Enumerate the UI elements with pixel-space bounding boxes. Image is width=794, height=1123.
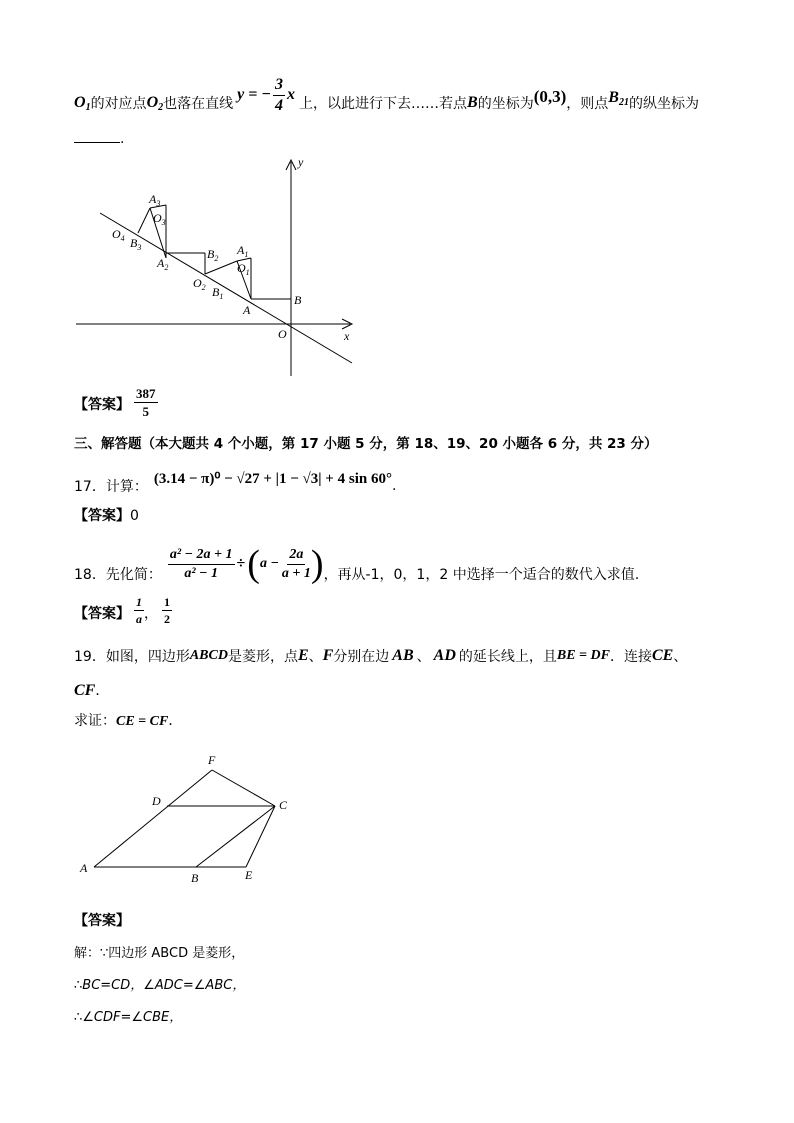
answer-18 [74,594,172,626]
answer-19-label: 【答案】 [74,913,130,929]
answer-17 [74,505,139,525]
text: 的延长线上，且 [458,649,557,665]
label-o1: $O_1$ [237,261,250,277]
answer-fraction-b: $\frac{1}{2}$ [164,595,170,626]
label-d: D [152,794,161,808]
point-e: E [297,647,309,664]
text: 求证： [74,713,116,729]
text: . [120,131,125,147]
segment-fc [212,770,275,806]
answer-label: 【答案】 [74,606,130,622]
text: 是菱形，点 [227,649,298,665]
line-equation: y = − $\frac{3}{4}$ x [237,75,296,114]
point-f: F [322,647,334,664]
segment-ab: AB [392,647,414,664]
label-b3: $B_3$ [130,236,142,252]
divide-sign: ÷ [236,555,246,572]
point-o2: $O_2$ [146,93,164,113]
text: 、 [673,649,688,665]
solution-line-2: ∴BC=CD，∠ADC=∠ABC， [74,978,246,993]
text: 19．如图，四边形 [74,649,190,665]
figure-rhombus [76,748,296,884]
separator: ， [144,606,158,622]
q16-line1 [74,75,699,118]
label-o: O [278,327,287,341]
blank-line [74,132,120,143]
solution-line-1: 解：∵四边形 ABCD 是菱形， [74,946,245,961]
text: ． [168,713,183,729]
text: 的坐标为 [477,96,534,112]
segment-af [94,770,212,867]
question-17 [74,464,397,495]
segment-bc [196,806,275,867]
question-prefix: 17．计算： [74,479,148,495]
answer-fraction: $\frac{387}{5}$ [136,386,156,419]
label-a: A [243,303,251,317]
label-a3: $A_3$ [149,192,161,208]
text: 、 [308,649,323,665]
text: 的对应点 [90,96,147,112]
paren-left: ( [247,543,260,585]
label-c: C [279,798,288,812]
label-e: E [245,868,253,882]
label-b: B [294,293,302,307]
label-b: B [191,871,199,884]
text: ．连接 [609,649,652,665]
term-a: a − [259,556,279,571]
text: 也落在直线 [163,96,234,112]
question-18 [74,538,639,590]
question-19-line2 [74,680,109,700]
text: 的纵坐标为 [628,96,699,112]
shape-abcd: ABCD [189,648,228,663]
answer-label: 【答案】 [74,508,130,524]
answer-blank [74,128,124,147]
fraction-1: $\frac{\text{a² − 2a + 1}}{\text{a² − 1}}$ [169,546,233,581]
text: 分别在边 [333,649,390,665]
answer-label: 【答案】 [74,397,130,413]
label-o4: $O_4$ [112,227,125,243]
solution-line-3: ∴∠CDF=∠CBE， [74,1010,183,1025]
segment-ce: CE [651,647,674,664]
question-suffix: ，再从-1，0，1，2 中选择一个适合的数代入求值. [323,567,640,583]
paren-right: ) [310,543,324,585]
point-b21: $B_{21}$ [608,88,629,108]
label-o2: $O_2$ [193,276,206,292]
prove-equation: CE = CF [116,714,169,729]
figure-coordinate-diagram [70,150,360,382]
text: ． [95,683,110,699]
expression: (3.14 − π)⁰ − √27 + |1 − √3| + 4 sin 60° [153,470,392,487]
line-y-eq [100,213,352,363]
equation-be-df: BE = DF [556,648,610,663]
label-a: A [80,861,88,875]
coordinate: (0,3) [533,87,567,106]
text: ，则点 [566,96,609,112]
label-a1: $A_1$ [237,243,249,259]
point-b: B [467,94,478,111]
text: 上，以此进行下去……若点 [299,96,468,112]
answer-16 [74,383,158,419]
text: . [391,478,397,494]
point-o1: $O_1$ [74,93,91,113]
label-b2: $B_2$ [207,247,219,263]
answer-value: 0 [130,508,139,524]
prove-statement [74,710,182,730]
label-f: F [208,753,216,767]
label-b1: $B_1$ [212,285,224,301]
label-o3: $O_3$ [153,211,166,227]
segment-ce [246,806,275,867]
label-y: y [298,155,304,169]
question-prefix: 18．先化简： [74,567,162,583]
section-heading: 三、解答题（本大题共 4 个小题，第 17 小题 5 分，第 18、19、20 小题各 6 分，共 23 分） [74,436,658,452]
segment-ad: AD [433,647,456,664]
question-19 [74,644,687,668]
label-x: x [344,329,350,343]
text: 、 [416,649,431,665]
label-a2: $A_2$ [157,256,169,272]
fraction-2: $\frac{2a}{a + 1}$ [281,546,311,581]
segment-cf: CF [74,682,96,699]
answer-fraction-a: $\frac{1}{a}$ [136,595,142,626]
